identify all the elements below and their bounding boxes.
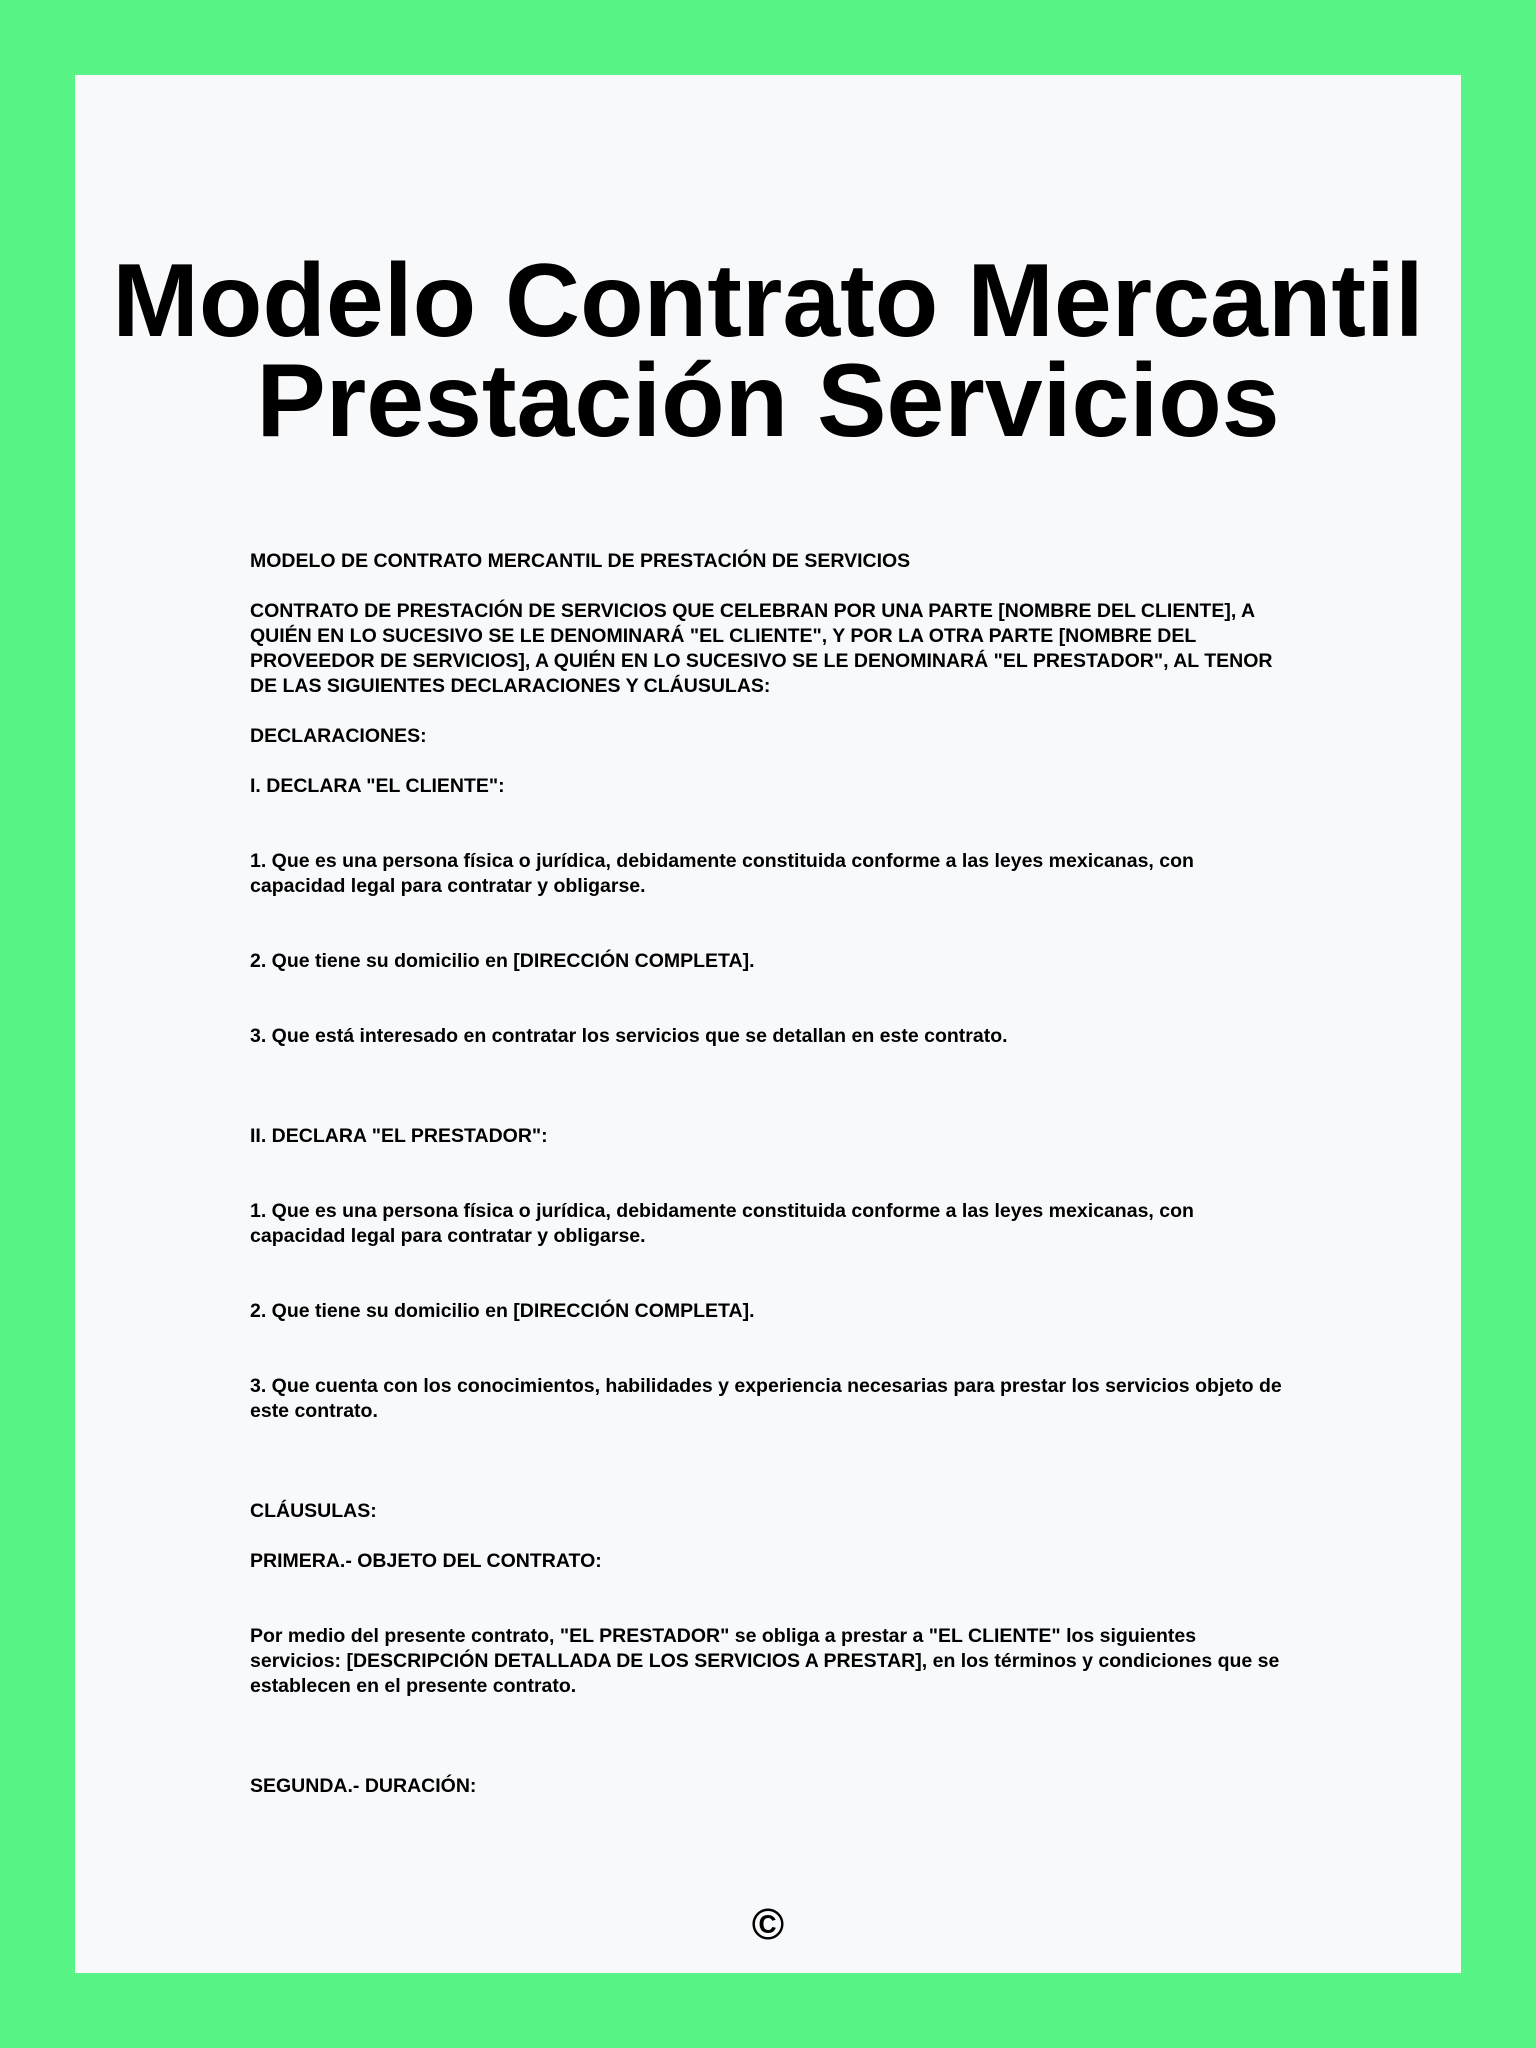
cliente-item: 3. Que está interesado en contratar los servicios que se detallan en este contrato.	[250, 1025, 1008, 1047]
segunda-heading: SEGUNDA.- DURACIÓN:	[250, 1775, 477, 1797]
page-title	[75, 243, 1461, 459]
cliente-item: 1. Que es una persona física o jurídica, debidamente constituida conforme a las leyes mexicanas, con capacidad legal para contratar y obligarse.	[250, 850, 1194, 897]
prestador-item: 2. Que tiene su domicilio en [DIRECCIÓN COMPLETA].	[250, 1300, 755, 1322]
cliente-heading: I. DECLARA "EL CLIENTE":	[250, 775, 505, 797]
declaraciones-heading: DECLARACIONES:	[250, 725, 427, 747]
title-line-1: Modelo Contrato Mercantil	[112, 243, 1424, 359]
contract-intro: CONTRATO DE PRESTACIÓN DE SERVICIOS QUE CELEBRAN POR UNA PARTE [NOMBRE DEL CLIENTE], A QUIÉN EN LO SUCESIVO SE LE DENOMINARÁ "EL CLIENTE", Y POR LA OTRA PARTE [NOMBRE DEL PROVEEDOR DE SERVICIOS], A QUIÉN EN LO SUCESIVO SE LE DENOMINARÁ "EL PRESTADOR", AL TENOR DE LAS SIGUIENTES DECLARACIONES Y CLÁUSULAS:	[250, 600, 1273, 697]
cliente-item: 2. Que tiene su domicilio en [DIRECCIÓN COMPLETA].	[250, 950, 755, 972]
document-page	[75, 75, 1461, 1973]
contract-heading: MODELO DE CONTRATO MERCANTIL DE PRESTACIÓN DE SERVICIOS	[250, 550, 911, 572]
primera-text: Por medio del presente contrato, "EL PRESTADOR" se obliga a prestar a "EL CLIENTE" los siguientes servicios: [DESCRIPCIÓN DETALLADA DE LOS SERVICIOS A PRESTAR], en los términos y condiciones que se establecen en el presente contrato.	[250, 1625, 1280, 1697]
copyright-icon: ©	[751, 1900, 785, 1949]
clausulas-heading: CLÁUSULAS:	[250, 1500, 377, 1522]
primera-heading: PRIMERA.- OBJETO DEL CONTRATO:	[250, 1550, 602, 1572]
prestador-heading: II. DECLARA "EL PRESTADOR":	[250, 1125, 548, 1147]
prestador-item: 3. Que cuenta con los conocimientos, habilidades y experiencia necesarias para prestar los servicios objeto de este contrato.	[250, 1375, 1282, 1422]
contract-body	[250, 549, 1290, 1799]
prestador-item: 1. Que es una persona física o jurídica, debidamente constituida conforme a las leyes mexicanas, con capacidad legal para contratar y obligarse.	[250, 1200, 1194, 1247]
title-line-2: Prestación Servicios	[256, 343, 1280, 459]
